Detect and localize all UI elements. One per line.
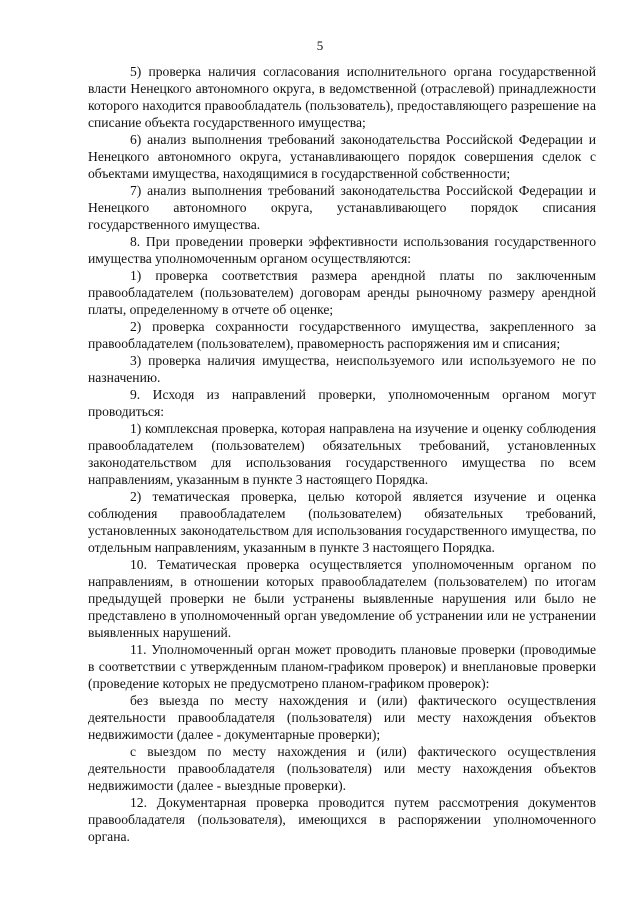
paragraph-clause-11-onsite: с выездом по месту нахождения и (или) фактического осуществления деятельности правообладателя (пользователя) или месту нахождения объектов недвижимости (далее - выездные проверки). [88, 744, 596, 793]
paragraph-clause-9-item-1: 1) комплексная проверка, которая направлена на изучение и оценку соблюдения правообладателем (пользователем) обязательных требований, установленных законодательством для использования государственного имущества по всем направлениям, указанным в пункте 3 настоящего Порядка. [88, 421, 596, 487]
paragraph-item-5: 5) проверка наличия согласования исполнительного органа государственной власти Ненецкого автономного округа, в ведомственной (отраслевой) принадлежности которого находится правообладатель (пользователь), предоставляющего разрешение на списание объекта государственного имущества; [88, 64, 596, 130]
paragraph-clause-8-item-1: 1) проверка соответствия размера арендной платы по заключенным правообладателем (пользователем) договорам аренды рыночному размеру арендной платы, определенному в отчете об оценке; [88, 268, 596, 317]
paragraph-clause-8-item-2: 2) проверка сохранности государственного имущества, закрепленного за правообладателем (пользователем), правомерность распоряжения им и списания; [88, 319, 596, 351]
paragraph-clause-10: 10. Тематическая проверка осуществляется уполномоченным органом по направлениям, в отношении которых правообладателем (пользователем) по итогам предыдущей проверки не были устранены выявленные нарушения или было не представлено в уполномоченный орган уведомление об устранении или не устранении выявленных нарушений. [88, 557, 596, 640]
paragraph-clause-8-item-3: 3) проверка наличия имущества, неиспользуемого или используемого не по назначению. [88, 353, 596, 385]
document-body [88, 63, 596, 845]
page-number: 5 [316, 38, 324, 53]
paragraph-clause-11-documentary: без выезда по месту нахождения и (или) фактического осуществления деятельности правообладателя (пользователя) или месту нахождения объектов недвижимости (далее - документарные проверки); [88, 693, 596, 742]
paragraph-item-7: 7) анализ выполнения требований законодательства Российской Федерации и Ненецкого автономного округа, устанавливающего порядок списания государственного имущества. [88, 183, 596, 232]
paragraph-clause-8: 8. При проведении проверки эффективности использования государственного имущества уполномоченным органом осуществляются: [88, 234, 596, 266]
paragraph-clause-9-item-2: 2) тематическая проверка, целью которой является изучение и оценка соблюдения правообладателем (пользователем) обязательных требований, установленных законодательством для использования государственного имущества, по отдельным направлениям, указанным в пункте 3 настоящего Порядка. [88, 489, 596, 555]
paragraph-clause-12: 12. Документарная проверка проводится путем рассмотрения документов правообладателя (пользователя), имеющихся в распоряжении уполномоченного органа. [88, 795, 596, 844]
paragraph-clause-9: 9. Исходя из направлений проверки, уполномоченным органом могут проводиться: [88, 387, 596, 419]
paragraph-clause-11: 11. Уполномоченный орган может проводить плановые проверки (проводимые в соответствии с утвержденным планом-графиком проверок) и внеплановые проверки (проведение которых не предусмотрено планом-графиком проверок): [88, 642, 596, 691]
paragraph-item-6: 6) анализ выполнения требований законодательства Российской Федерации и Ненецкого автономного округа, устанавливающего порядок совершения сделок с объектами имущества, находящимися в государственной собственности; [88, 132, 596, 181]
